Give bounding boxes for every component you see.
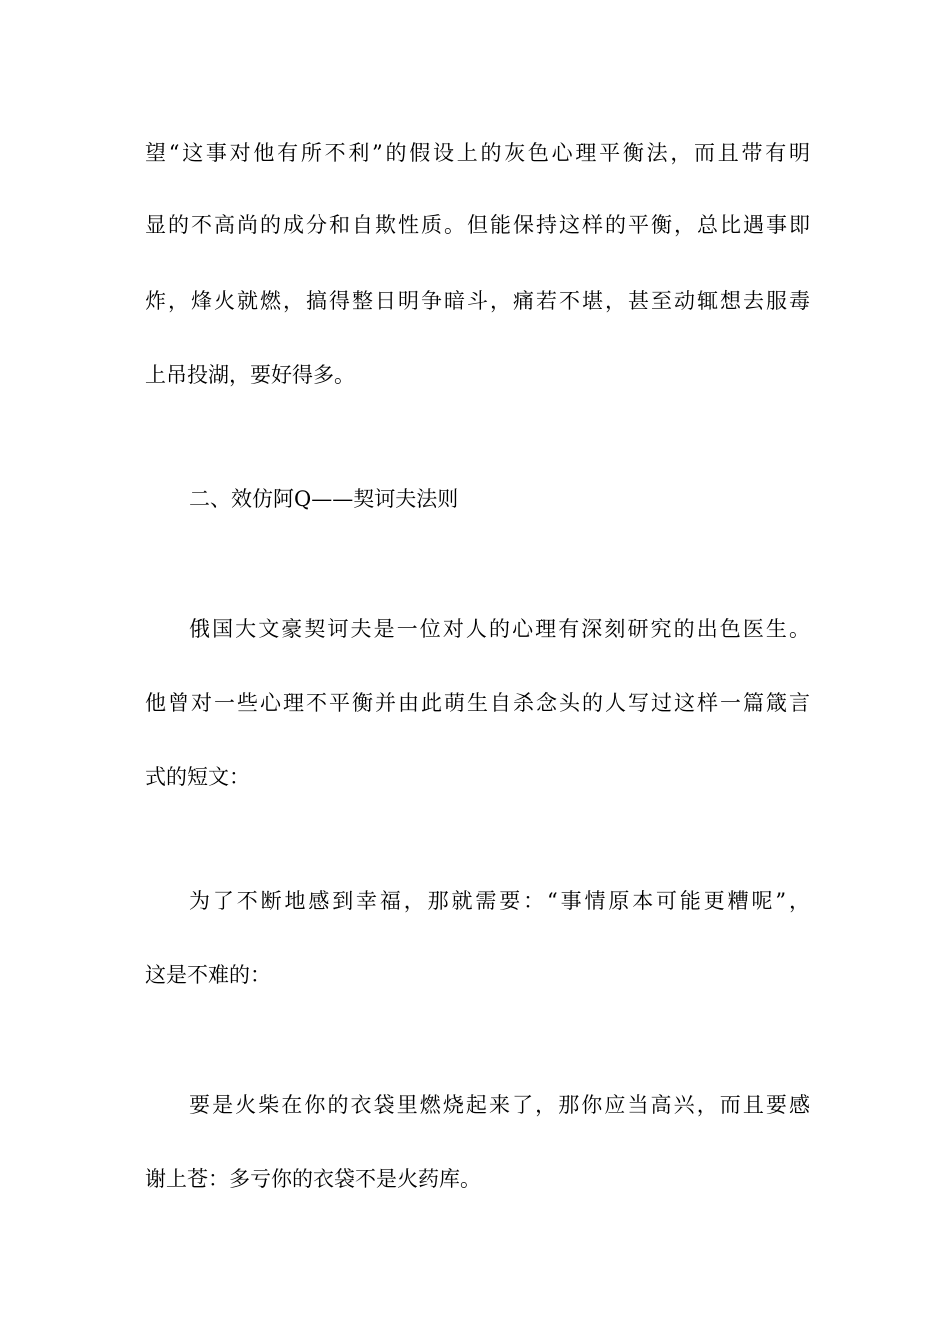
paragraph-2-line-1: 俄国大文豪契诃夫是一位对人的心理有深刻研究的出色医生。 xyxy=(189,617,810,641)
paragraph-3-line-2: 这是不难的： xyxy=(145,963,271,987)
paragraph-4-line-1: 要是火柴在你的衣袋里燃烧起来了，那你应当高兴，而且要感 xyxy=(189,1093,810,1117)
paragraph-2-line-3: 式的短文： xyxy=(145,765,250,789)
paragraph-2-line-2: 他曾对一些心理不平衡并由此萌生自杀念头的人写过这样一篇箴言 xyxy=(145,691,810,715)
paragraph-1-line-4: 上吊投湖，要好得多。 xyxy=(145,363,355,387)
paragraph-1-line-3: 炸，烽火就燃，搞得整日明争暗斗，痛若不堪，甚至动辄想去服毒 xyxy=(145,289,810,313)
paragraph-4-line-2: 谢上苍：多亏你的衣袋不是火药库。 xyxy=(145,1167,481,1191)
paragraph-1-line-2: 显的不高尚的成分和自欺性质。但能保持这样的平衡，总比遇事即 xyxy=(145,213,810,237)
paragraph-3-line-1: 为了不断地感到幸福，那就需要：“事情原本可能更糟呢”， xyxy=(189,889,810,913)
section-heading: 二、效仿阿Q——契诃夫法则 xyxy=(189,487,459,511)
paragraph-1-line-1: 望“这事对他有所不利”的假设上的灰色心理平衡法，而且带有明 xyxy=(145,141,810,165)
